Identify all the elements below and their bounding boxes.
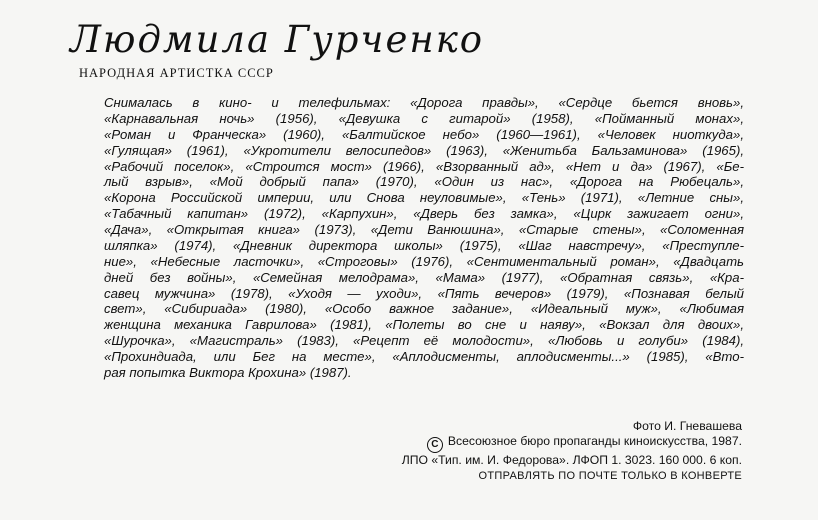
actress-name-title: Людмила Гурченко xyxy=(70,18,485,61)
filmography-line: савец мужчина» (1978), «Уходя — уходи», «Пять вечеров» (1979), «Познавая белый xyxy=(104,285,744,301)
honorary-title: НАРОДНАЯ АРТИСТКА СССР xyxy=(79,66,274,80)
filmography-line: «Корона Российской империи, или Снова неуловимые», «Тень» (1971), «Летние сны», xyxy=(104,190,744,206)
filmography-line: «Шурочка», «Магистраль» (1983), «Рецепт её молодости», «Любовь и голуби» (1984), xyxy=(104,333,744,349)
publisher-line xyxy=(402,434,742,453)
filmography-line: «Роман и Франческа» (1960), «Балтийское небо» (1960—1961), «Человек ниоткуда», xyxy=(104,126,744,142)
photo-credit: Фото И. Гневашева xyxy=(632,419,742,433)
filmography-line: свет», «Сибириада» (1980), «Особо важное задание», «Идеальный муж», «Любимая xyxy=(104,301,744,317)
filmography-line: «Табачный капитан» (1972), «Карпухин», «Дверь без замка», «Цирк зажигает огни», xyxy=(104,206,744,222)
filmography-line: дней без войны», «Семейная мелодрама», «Мама» (1977), «Обратная связь», «Кра- xyxy=(104,269,744,285)
credits-block xyxy=(402,419,742,484)
filmography-line: лый взрыв», «Мой добрый папа» (1970), «Один из нас», «Дорога на Рюбецаль», xyxy=(104,174,744,190)
filmography-line: «Рабочий поселок», «Строится мост» (1966), «Взорванный ад», «Нет и да» (1967), «Бе- xyxy=(104,158,744,174)
filmography-line: шляпка» (1974), «Дневник директора школы» (1975), «Шаг навстречу», «Преступле- xyxy=(104,237,744,253)
printing-info: ЛПО «Тип. им. И. Федорова». ЛФОП 1. 3023. 160 000. 6 коп. xyxy=(401,453,742,468)
filmography-text xyxy=(104,95,744,381)
filmography-line: Снималась в кино- и телефильмах: «Дорога правды», «Сердце бьется вновь», xyxy=(104,95,744,110)
filmography-line: «Прохиндиада, или Бег на месте», «Аплодисменты, аплодисменты...» (1985), «Вто- xyxy=(104,349,744,364)
filmography-line: ние», «Небесные ласточки», «Строговы» (1976), «Сентиментальный роман», «Двадцать xyxy=(104,253,744,269)
publisher-text: Всесоюзное бюро пропаганды киноискусства, 1987. xyxy=(447,434,742,449)
filmography-line: «Гулящая» (1961), «Укротители велосипедов» (1963), «Женитьба Бальзаминова» (1965), xyxy=(104,142,744,158)
mailing-note: ОТПРАВЛЯТЬ ПО ПОЧТЕ ТОЛЬКО В КОНВЕРТЕ xyxy=(478,469,742,482)
filmography-line: рая попытка Виктора Крохина» (1987). xyxy=(104,364,352,380)
copyright-icon: C xyxy=(427,437,443,453)
filmography-line: «Карнавальная ночь» (1956), «Девушка с гитарой» (1958), «Пойманный монах», xyxy=(104,110,744,126)
filmography-line: женщина механика Гаврилова» (1981), «Полеты во сне и наяву», «Вокзал для двоих», xyxy=(104,317,744,333)
filmography-line: «Дача», «Открытая книга» (1973), «Дети Ванюшина», «Старые стены», «Соломенная xyxy=(104,222,744,237)
